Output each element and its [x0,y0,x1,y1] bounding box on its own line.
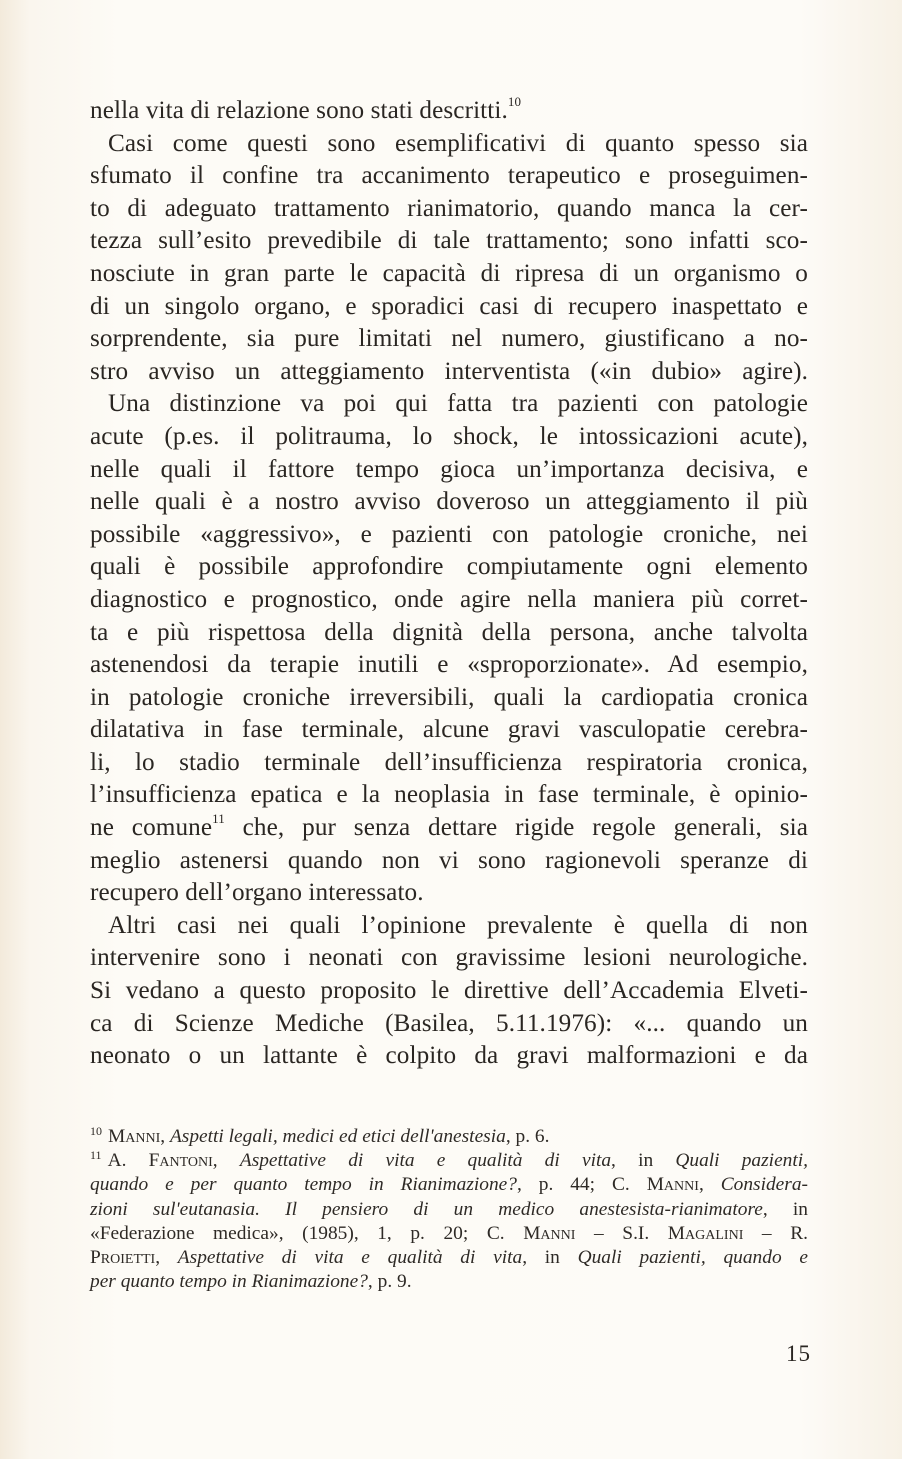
text-line: ca di Scienze Mediche (Basilea, 5.11.1976): «... quando un [90,1009,808,1037]
text-line: di un singolo organo, e sporadici casi di recupero inaspettato e [90,292,808,320]
footnote-11-line: $^{11}$ A. Fantoni, Aspettative di vita e qualità di vita, in Quali pazienti, [90,1148,808,1172]
footnotes [90,1125,808,1294]
text-line: tezza sull’esito prevedibile di tale trattamento; sono infatti sco- [90,227,808,255]
text-line: Casi come questi sono esemplificativi di quanto spesso sia [108,129,808,157]
text-line: nosciute in gran parte le capacità di ripresa di un organismo o [90,259,808,287]
text-line: ne comune$^{11}$ che, pur senza dettare rigide regole generali, sia [90,811,808,842]
text-line: stro avviso un atteggiamento interventista («in dubio» agire). [90,357,808,385]
text-line: neonato o un lattante è colpito da gravi malformazioni e da [90,1042,808,1070]
text-line: in patologie croniche irreversibili, quali la cardiopatia cronica [90,683,808,711]
footnote-11-line: quando e per quanto tempo in Rianimazione?, p. 44; C. Manni, Considera- [90,1174,808,1196]
text-line: intervenire sono i neonati con gravissime lesioni neurologiche. [90,944,808,972]
text-line: nelle quali il fattore tempo gioca un’importanza decisiva, e [90,455,808,483]
text-line: dilatativa in fase terminale, alcune gravi vasculopatie cerebra- [90,716,808,744]
text-line: l’insufficienza epatica e la neoplasia in fase terminale, è opinio- [90,781,808,809]
text-line: ta e più rispettosa della dignità della persona, anche talvolta [90,618,808,646]
text-line: recupero dell’organo interessato. [90,879,424,907]
text-line: li, lo stadio terminale dell’insufficienza respiratoria cronica, [90,748,808,776]
text-line: possibile «aggressivo», e pazienti con patologie croniche, nei [90,520,808,548]
text-line: diagnostico e prognostico, onde agire nella maniera più corret- [90,585,808,613]
text-line: sorprendente, sia pure limitati nel numero, giustificano a no- [90,325,808,353]
footnote-ref: 11 [212,811,225,827]
text-line: Altri casi nei quali l’opinione prevalente è quella di non [108,911,808,939]
text-line: astenendosi da terapie inutili e «sproporzionate». Ad esempio, [90,651,808,679]
text-line: Si vedano a questo proposito le direttive dell’Accademia Elveti- [90,977,808,1005]
text-line: to di adeguato trattamento rianimatorio, quando manca la cer- [90,194,808,222]
footnote-11-line: zioni sul'eutanasia. Il pensiero di un medico anestesista-rianimatore, in [90,1198,809,1220]
text-line: meglio astenersi quando non vi sono ragionevoli speranze di [90,846,808,874]
text-line: Una distinzione va poi qui fatta tra pazienti con patologie [108,390,808,418]
footnote-11-line: per quanto tempo in Rianimazione?, p. 9. [90,1271,412,1293]
body-text [90,95,808,1073]
text-line: quali è possibile approfondire compiutamente ogni elemento [90,553,808,581]
footnote-11-line: Proietti, Aspettative di vita e qualità di vita, in Quali pazienti, quando e [90,1246,808,1268]
text-line: nella vita di relazione sono stati descritti.$^{10}$ [90,94,522,124]
text-line: sfumato il confine tra accanimento terapeutico e proseguimen- [90,162,808,190]
text-line: nelle quali è a nostro avviso doveroso un atteggiamento il più [90,488,808,516]
footnote-ref: 10 [507,94,522,109]
footnote-10: $^{10}$ Manni, Aspetti legali, medici ed etici dell'anestesia, p. 6. [90,1124,550,1147]
text-line: acute (p.es. il politrauma, lo shock, le intossicazioni acute), [90,422,808,450]
page-number: 15 [786,1341,811,1366]
footnote-11-line: «Federazione medica», (1985), 1, p. 20; C. Manni – S.I. Magalini – R. [90,1222,808,1244]
